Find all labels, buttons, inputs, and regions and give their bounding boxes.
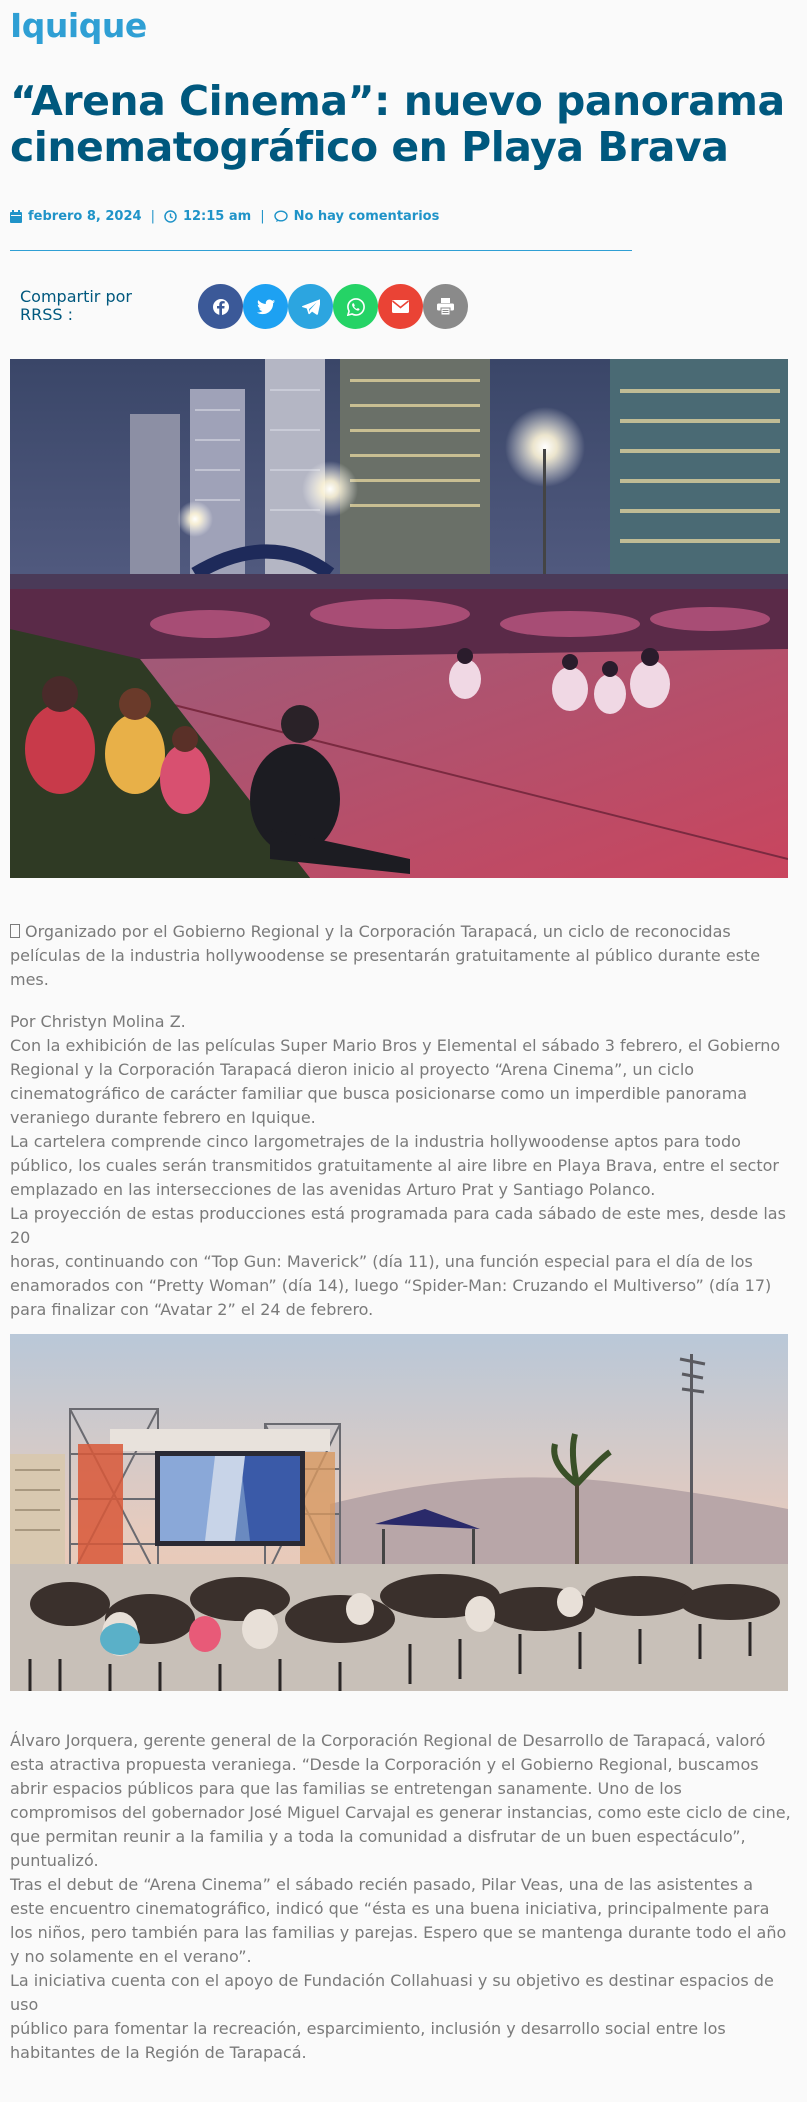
post-meta [10,209,439,224]
post-date-text: febrero 8, 2024 [28,209,142,224]
article-intro [10,920,792,992]
post-time-text: 12:15 am [182,209,252,224]
article-photo-night-crowd [10,359,788,878]
telegram-icon [302,299,320,315]
paragraph: La cartelera comprende cinco largometrajes de la industria hollywoodense aptos para todo público, los cuales serán transmitidos gratuitamente al aire libre en Playa Brava, entre el sector emplazado en las intersecciones de las avenidas Arturo Prat y Santiago Polanco. [10,1132,779,1199]
whatsapp-icon [347,298,365,316]
paragraph: Tras el debut de “Arena Cinema” el sábado recién pasado, Pilar Veas, una de las asistentes a este encuentro cinematográfico, indicó que “ésta es una buena iniciativa, principalmente para los niños, pero también para las familias y parejas. Espero que se mantenga durante todo el año y no solamente en el verano”. [10,1875,787,1966]
meta-separator: | [260,209,265,224]
post-date[interactable] [10,209,142,224]
printer-icon [437,298,454,315]
share-label: Compartir por RRSS : [20,287,132,324]
share-twitter-button[interactable] [243,284,288,329]
share-facebook-button[interactable] [198,284,243,329]
category-link[interactable]: Iquique [10,6,147,45]
paragraph: Con la exhibición de las películas Super Mario Bros y Elemental el sábado 3 febrero, el Gobierno Regional y la Corporación Tarapacá dieron inicio al proyecto “Arena Cinema”, un ciclo cinematográfico de carácter familiar que busca posicionarse como un imperdible panorama veraniego durante febrero en Iquique. [10,1036,781,1127]
missing-glyph-icon [10,924,20,938]
post-comments[interactable] [274,209,440,224]
share-buttons [198,284,468,329]
paragraph: horas, continuando con “Top Gun: Maverick” (día 11), una función especial para el día de los enamorados con “Pretty Woman” (día 14), luego “Spider-Man: Cruzando el Multiverso” (día 17) para finalizar con “Avatar 2” el 24 de febrero. [10,1252,772,1319]
share-whatsapp-button[interactable] [333,284,378,329]
calendar-icon [10,210,22,223]
twitter-icon [257,299,275,315]
article-body-part-2 [10,1729,792,2065]
share-email-button[interactable] [378,284,423,329]
article-title: “Arena Cinema”: nuevo panorama cinematográfico en Playa Brava [10,77,785,171]
paragraph: público para fomentar la recreación, esparcimiento, inclusión y desarrollo social entre los habitantes de la Región de Tarapacá. [10,2019,726,2062]
envelope-icon [392,300,409,313]
meta-divider [10,250,632,251]
clock-icon [164,210,177,223]
article-body-part-1 [10,1010,792,1322]
paragraph: Álvaro Jorquera, gerente general de la Corporación Regional de Desarrollo de Tarapacá, valoró esta atractiva propuesta veraniega. “Desde la Corporación y el Gobierno Regional, buscamos abrir espacios públicos para que las familias se entretengan sanamente. Uno de los compromisos del gobernador José Miguel Carvajal es generar instancias, como este ciclo de cine, que permitan reunir a la familia y a toda la comunidad a disfrutar de un buen espectáculo”, puntualizó. [10,1731,791,1870]
share-telegram-button[interactable] [288,284,333,329]
paragraph: La iniciativa cuenta con el apoyo de Fundación Collahuasi y su objetivo es destinar espacios de uso [10,1971,774,2014]
comment-icon [274,210,288,223]
intro-text: Organizado por el Gobierno Regional y la Corporación Tarapacá, un ciclo de reconocidas películas de la industria hollywoodense se presentarán gratuitamente al público durante este mes. [10,922,761,989]
article-photo-dusk-screening [10,1334,788,1691]
post-time [164,209,251,224]
share-print-button[interactable] [423,284,468,329]
paragraph: La proyección de estas producciones está programada para cada sábado de este mes, desde las 20 [10,1204,786,1247]
post-comments-text: No hay comentarios [293,209,440,224]
facebook-icon [212,298,230,316]
paragraph: Por Christyn Molina Z. [10,1012,186,1031]
meta-separator: | [150,209,155,224]
